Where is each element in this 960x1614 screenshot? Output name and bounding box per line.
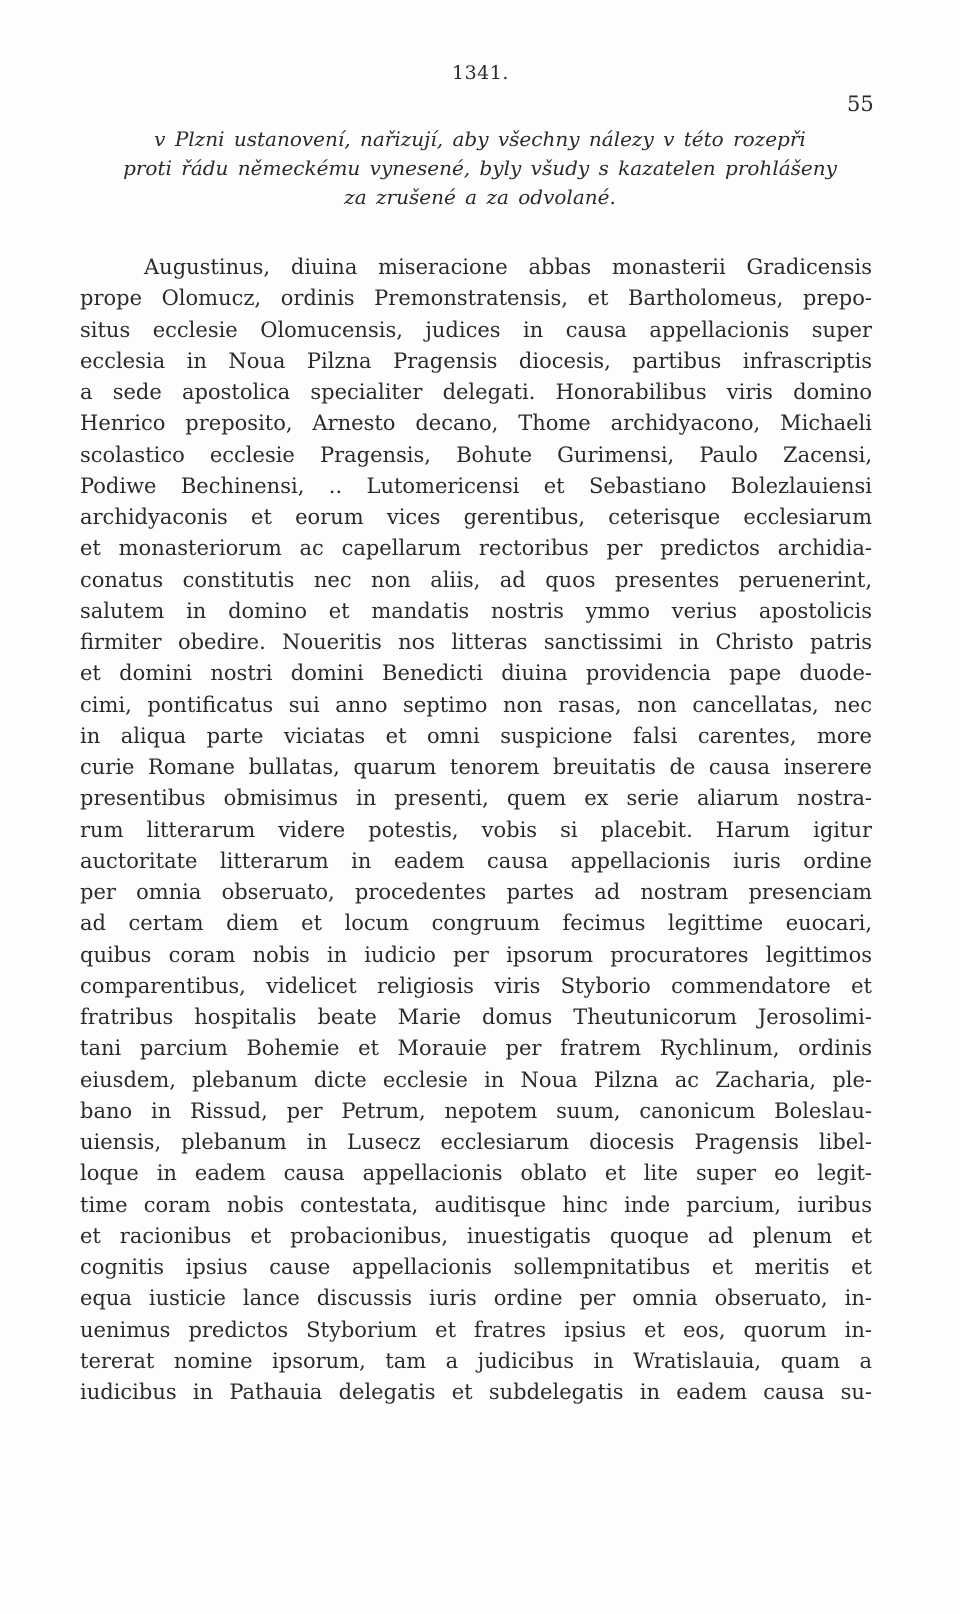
body-line: iudicibus in Pathauia delegatis et subdelegatis in eadem causa su- [80,1380,872,1404]
body-line: et domini nostri domini Benedicti diuina providencia pape duode- [80,661,872,686]
summary-line: za zrušené a za odvolané. [344,185,616,209]
body-line: eiusdem, plebanum dicte ecclesie in Noua Pilzna ac Zacharia, ple- [80,1067,872,1092]
body-line: auctoritate litterarum in eadem causa appellacionis iuris ordine [80,848,872,873]
body-line: ad certam diem et locum congruum fecimus legittime euocari, [80,911,872,936]
body-line: uiensis, plebanum in Lusecz ecclesiarum diocesis Pragensis libel- [80,1130,872,1154]
body-line: a sede apostolica specialiter delegati. Honorabilibus viris domino [80,380,872,404]
body-line: comparentibus, videlicet religiosis viris Styborio commendatore et [80,973,872,998]
body-line: conatus constitutis nec non aliis, ad quos presentes peruenerint, [80,567,872,592]
body-line: Podiwe Bechinensi, .. Lutomericensi et Sebastiano Bolezlauiensi [80,473,872,498]
body-line: tani parcium Bohemie et Morauie per fratrem Rychlinum, ordinis [80,1036,872,1061]
body-line: prope Olomucz, ordinis Premonstratensis, et Bartholomeus, prepo- [80,286,872,311]
body-line: Augustinus, diuina miseracione abbas monasterii Gradicensis [144,255,872,279]
body-line: equa iusticie lance discussis iuris ordine per omnia obseruato, in- [80,1286,872,1311]
body-line: Henrico preposito, Arnesto decano, Thome archidyacono, Michaeli [80,411,872,436]
body-line: rum litterarum videre potestis, vobis si placebit. Harum igitur [80,817,872,842]
body-line: bano in Rissud, per Petrum, nepotem suum, canonicum Boleslau- [80,1098,872,1123]
page-year: 1341. [452,62,509,84]
summary-line: v Plzni ustanovení, nařizují, aby všechny nálezy v této rozepři [154,127,806,151]
body-line: archidyaconis et eorum vices gerentibus, ceterisque ecclesiarum [80,505,872,529]
body-line: firmiter obedire. Noueritis nos litteras sanctissimi in Christo patris [80,630,872,654]
body-line: per omnia obseruato, procedentes partes ad nostram presenciam [80,880,872,904]
page-number: 55 [847,92,874,116]
body-line: time coram nobis contestata, auditisque hinc inde parcium, iuribus [80,1192,872,1217]
page-header [0,58,960,116]
body-line: cimi, pontificatus sui anno septimo non rasas, non cancellatas, nec [80,692,872,717]
body-line: et racionibus et probacionibus, inuestigatis quoque ad plenum et [80,1223,872,1248]
body-line: quibus coram nobis in iudicio per ipsorum procuratores legittimos [80,942,872,967]
body-line: ecclesia in Noua Pilzna Pragensis diocesis, partibus infrascriptis [80,348,872,373]
body-line: loque in eadem causa appellacionis oblato et lite super eo legit- [80,1161,872,1186]
body-line: uenimus predictos Styborium et fratres ipsius et eos, quorum in- [80,1317,872,1342]
body-line: et monasteriorum ac capellarum rectoribus per predictos archidia- [80,536,872,561]
body-line: curie Romane bullatas, quarum tenorem breuitatis de causa inserere [80,755,872,779]
body-line: cognitis ipsius cause appellacionis sollempnitatibus et meritis et [80,1255,872,1279]
body-line: tererat nomine ipsorum, tam a judicibus in Wratislauia, quam a [80,1348,872,1373]
body-line: situs ecclesie Olomucensis, judices in causa appellacionis super [80,317,872,342]
body-line: in aliqua parte viciatas et omni suspicione falsi carentes, more [80,723,872,748]
document-body [80,252,872,1408]
body-line: salutem in domino et mandatis nostris ymmo verius apostolicis [80,598,872,623]
body-line: presentibus obmisimus in presenti, quem ex serie aliarum nostra- [80,786,872,811]
document-summary [76,125,884,212]
summary-line: proti řádu německému vynesené, byly všudy s kazatelen prohlášeny [123,156,837,180]
body-line: scolastico ecclesie Pragensis, Bohute Gurimensi, Paulo Zacensi, [80,442,872,467]
body-line: fratribus hospitalis beate Marie domus Theutunicorum Jerosolimi- [80,1005,872,1029]
